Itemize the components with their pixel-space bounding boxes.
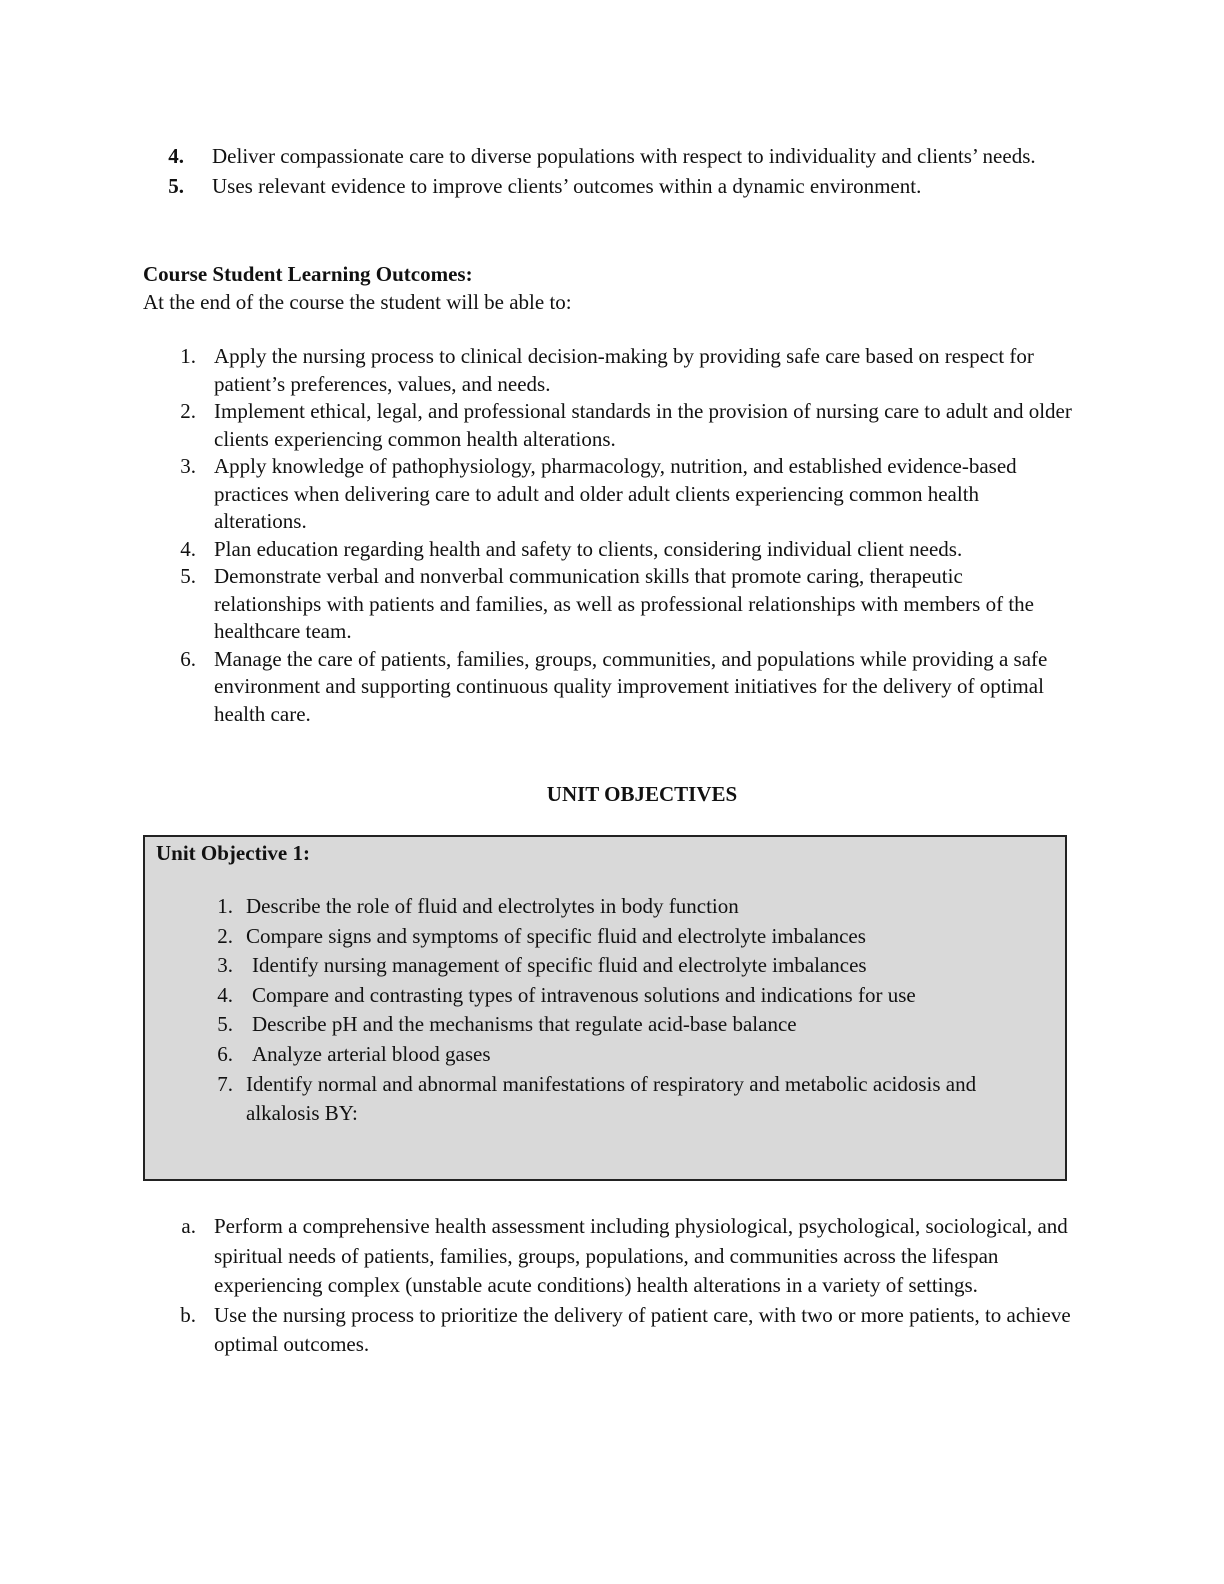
list-text: Analyze arterial blood gases [252,1041,491,1066]
list-text: Uses relevant evidence to improve clients’ outcomes within a dynamic environment. [212,173,922,198]
list-number: 5. [217,1012,233,1037]
list-item [145,1010,1065,1040]
list-item [0,343,1224,398]
list-number: 3. [180,454,196,478]
slo-intro: At the end of the course the student will be able to: [143,290,572,314]
list-text: Apply knowledge of pathophysiology, pharmacology, nutrition, and established evidence-based practices when delivering care to adult and older adult clients experiencing common health alterations. [214,454,1017,533]
list-number: 4. [168,144,184,168]
list-number: 1. [217,894,233,918]
list-item [0,1212,1224,1301]
list-text: Describe the role of fluid and electrolytes in body function [246,894,739,918]
list-text: Describe pH and the mechanisms that regulate acid-base balance [252,1012,797,1037]
list-number: 5. [168,173,184,198]
list-item [145,981,1065,1011]
list-number: 2. [217,923,233,948]
list-item [145,951,1065,981]
list-item [145,1070,1065,1129]
unit-objective-box [143,835,1067,1181]
list-item [145,922,1065,952]
list-text: Demonstrate verbal and nonverbal communication skills that promote caring, therapeutic relationships with patients and families, as well as professional relationships with members of the healthcare team. [214,564,1034,643]
list-number: 6. [180,646,196,671]
list-item [0,453,1224,536]
list-text: Identify normal and abnormal manifestations of respiratory and metabolic acidosis and alkalosis BY: [246,1071,977,1126]
list-text: Identify nursing management of specific fluid and electrolyte imbalances [252,953,867,978]
unit-objective-title: Unit Objective 1: [156,841,310,865]
program-outcomes-list [0,143,1224,202]
list-text: Use the nursing process to prioritize the delivery of patient care, with two or more patients, to achieve optimal outcomes. [214,1302,1071,1357]
list-text: Compare signs and symptoms of specific fluid and electrolyte imbalances [246,923,866,948]
list-item [0,1301,1224,1360]
list-number: 4. [217,982,233,1007]
list-item [145,892,1065,922]
list-number: 4. [180,536,196,561]
list-letter: b. [180,1302,196,1327]
list-number: 2. [180,399,196,423]
list-text: Apply the nursing process to clinical decision-making by providing safe care based on respect for patient’s preferences, values, and needs. [214,344,1034,396]
list-item [0,646,1224,729]
unit-objective-sub-list [0,1212,1224,1360]
unit-objectives-title: UNIT OBJECTIVES [546,782,738,806]
list-text: Compare and contrasting types of intravenous solutions and indications for use [252,982,916,1007]
unit-objective-list [145,892,1065,1129]
list-letter: a. [181,1214,196,1238]
list-text: Implement ethical, legal, and professional standards in the provision of nursing care to adult and older clients experiencing common health alterations. [214,399,1072,451]
slo-list [0,343,1224,728]
list-item [0,398,1224,453]
list-item [0,563,1224,646]
list-item [0,536,1224,564]
slo-heading: Course Student Learning Outcomes: [143,262,473,286]
list-number: 6. [217,1041,233,1066]
list-item [0,143,1224,171]
list-number: 1. [180,344,196,368]
list-number: 7. [217,1071,233,1096]
list-text: Manage the care of patients, families, groups, communities, and populations while providing a safe environment and supporting continuous quality improvement initiatives for the delivery of optimal health care. [214,646,1048,726]
list-number: 3. [217,953,233,978]
list-text: Perform a comprehensive health assessment including physiological, psychological, sociological, and spiritual needs of patients, families, groups, populations, and communities across the lifespan experiencing complex (unstable acute conditions) health alterations in a variety of settings. [214,1214,1068,1298]
list-number: 5. [180,564,196,588]
list-text: Deliver compassionate care to diverse populations with respect to individuality and clients’ needs. [212,144,1036,168]
list-text: Plan education regarding health and safety to clients, considering individual client needs. [214,536,963,561]
list-item [0,173,1224,201]
list-item [145,1040,1065,1070]
